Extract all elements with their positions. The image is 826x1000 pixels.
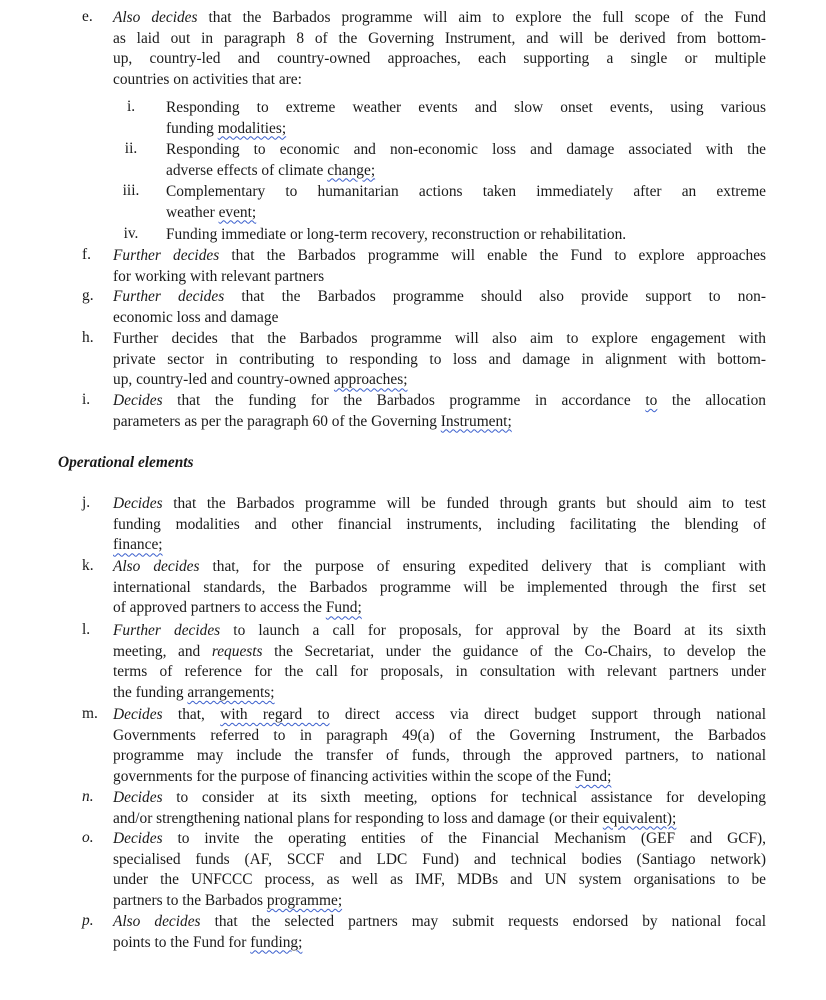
text-run: to invite the operating entities of the Financial Mechanism (GEF and GCF), (162, 830, 766, 847)
text-run: economic loss and damage (113, 308, 279, 326)
text-run: to consider at its sixth meeting, options for technical assistance for developing (162, 789, 766, 806)
paragraph-text (113, 621, 766, 704)
text-line (113, 598, 766, 619)
text-line (113, 746, 766, 767)
text-run: governments for the purpose of financing activities within the scope of the (113, 768, 576, 786)
text-run: direct access via direct budget support through national (329, 706, 766, 723)
text-line (113, 642, 766, 663)
list-marker: k. (82, 557, 94, 574)
text-run: Responding to extreme weather events and slow onset events, using various (166, 99, 766, 116)
text-line (113, 370, 766, 391)
paragraph-text (113, 494, 766, 556)
text-run: countries on activities that are: (113, 71, 302, 89)
italic-text: Further decides (113, 622, 221, 639)
list-marker: g. (82, 287, 94, 304)
paragraph-text (166, 140, 766, 181)
list-marker: i. (126, 98, 136, 115)
text-run: funding (166, 119, 218, 137)
text-line (113, 850, 766, 871)
text-run: that, for the purpose of ensuring expedited delivery that is compliant with (199, 558, 767, 575)
text-line (113, 8, 766, 29)
text-run: of approved partners to access the (113, 599, 326, 617)
italic-text: Further decides (113, 288, 225, 305)
text-run: Responding to economic and non-economic loss and damage associated with the (166, 141, 766, 158)
text-run: programme may include the transfer of funds, through the approved partners, to national (113, 747, 766, 765)
text-run: international standards, the Barbados programme will be implemented through the first set (113, 578, 766, 596)
spellcheck-underlined-text: event; (218, 203, 257, 221)
text-run: that, (162, 706, 221, 723)
text-line (113, 933, 766, 954)
list-marker: ii. (124, 140, 138, 157)
paragraph-text (113, 246, 766, 287)
italic-text: requests (211, 642, 263, 660)
text-run: private sector in contributing to responding to loss and damage in alignment with bottom- (113, 350, 766, 368)
text-line (113, 829, 766, 850)
text-line (166, 182, 766, 203)
text-run: meeting, and (113, 642, 212, 660)
text-line (113, 578, 766, 599)
italic-text: Decides (113, 495, 163, 512)
list-marker: e. (82, 8, 93, 25)
italic-text: Also decides (113, 9, 209, 26)
spellcheck-underlined-text: approaches; (333, 371, 408, 389)
text-run: partners to the Barbados (113, 892, 267, 910)
spellcheck-underlined-text: Instrument; (440, 412, 512, 430)
section-heading: Operational elements (58, 454, 194, 471)
text-line (113, 912, 766, 933)
italic-text: Decides (113, 789, 163, 806)
text-line (166, 119, 766, 140)
text-run: for working with relevant partners (113, 267, 325, 285)
text-line (113, 788, 766, 809)
list-marker: o. (82, 829, 94, 846)
paragraph-text (166, 98, 766, 139)
text-run: up, country-led and country-owned approaches, each supporting a single or multiple (113, 50, 766, 68)
text-run: that the Barbados programme will aim to explore the full scope of the Fund (208, 9, 766, 26)
text-line (166, 203, 766, 224)
spellcheck-underlined-text: arrangements; (187, 684, 275, 702)
text-run: that the funding for the Barbados programme in accordance (162, 392, 646, 409)
list-marker: n. (82, 788, 94, 805)
text-run: under the UNFCCC process, as well as IMF, MDBs and UN system organisations to be (113, 871, 766, 889)
text-run: points to the Fund for (113, 933, 251, 951)
text-line (166, 98, 766, 119)
text-line (166, 140, 766, 161)
text-run: parameters as per the paragraph 60 of the Governing (113, 412, 441, 430)
text-run: funding modalities and other financial instruments, including facilitating the blending of (113, 515, 766, 533)
text-line (113, 29, 766, 50)
text-line (113, 662, 766, 683)
list-marker: m. (82, 705, 98, 722)
text-line (166, 225, 766, 246)
spellcheck-underlined-text: funding; (250, 933, 303, 951)
text-run: up, country-led and country-owned (113, 371, 334, 389)
text-line (113, 726, 766, 747)
spellcheck-underlined-text: programme; (266, 892, 343, 910)
text-run: that the selected partners may submit requests endorsed by national focal (200, 913, 767, 930)
text-run: that the Barbados programme will enable the Fund to explore approaches (219, 247, 767, 264)
spellcheck-underlined-text: with regard to (220, 706, 330, 723)
text-line (113, 412, 766, 433)
text-run: the Secretariat, under the guidance of the Co-Chairs, to develop the (262, 642, 766, 660)
text-run: terms of reference for the call for proposals, in consultation with relevant partners under (113, 663, 766, 681)
spellcheck-underlined-text: Fund; (325, 599, 362, 617)
text-line (113, 515, 766, 536)
spellcheck-underlined-text: Fund; (575, 768, 612, 786)
italic-text: Decides (113, 830, 163, 847)
list-marker: j. (82, 494, 91, 511)
text-line (113, 350, 766, 371)
text-run: Governments referred to in paragraph 49(a) of the Governing Instrument, the Barbados (113, 726, 766, 744)
text-line (113, 287, 766, 308)
paragraph-text (113, 705, 766, 788)
text-line (113, 621, 766, 642)
list-marker: l. (82, 621, 91, 638)
list-marker: p. (82, 912, 94, 929)
text-run: as laid out in paragraph 8 of the Governing Instrument, and will be derived from bottom- (113, 29, 766, 47)
text-line (113, 308, 766, 329)
text-line (166, 161, 766, 182)
paragraph-text (113, 829, 766, 912)
text-line (113, 494, 766, 515)
text-run: the allocation (657, 392, 766, 409)
paragraph-text (166, 182, 766, 223)
text-line (113, 329, 766, 350)
italic-text: Further decides (113, 247, 220, 264)
list-marker: h. (82, 329, 94, 346)
text-run: adverse effects of climate (166, 161, 328, 179)
text-line (113, 767, 766, 788)
list-marker: f. (82, 246, 91, 263)
spellcheck-underlined-text: to (645, 392, 658, 409)
text-line (113, 705, 766, 726)
text-run: Complementary to humanitarian actions taken immediately after an extreme (166, 183, 766, 200)
italic-text: Also decides (113, 558, 200, 575)
paragraph-text (166, 225, 766, 246)
italic-text: Decides (113, 706, 163, 723)
list-marker: i. (82, 391, 91, 408)
paragraph-text (113, 287, 766, 328)
text-run: Further decides that the Barbados programme will also aim to explore engagement with (113, 330, 766, 347)
text-line (113, 535, 766, 556)
spellcheck-underlined-text: change; (327, 161, 376, 179)
paragraph-text (113, 912, 766, 953)
text-run: that the Barbados programme will be funded through grants but should aim to test (162, 495, 766, 512)
text-line (113, 891, 766, 912)
text-run: the funding (113, 684, 188, 702)
paragraph-text (113, 557, 766, 619)
text-line (113, 246, 766, 267)
spellcheck-underlined-text: finance; (113, 536, 163, 554)
spellcheck-underlined-text: modalities; (217, 119, 287, 137)
text-line (113, 870, 766, 891)
text-line (113, 391, 766, 412)
list-marker: iii. (122, 182, 140, 199)
text-line (113, 49, 766, 70)
paragraph-text (113, 391, 766, 432)
paragraph-text (113, 788, 766, 829)
text-run: and/or strengthening national plans for responding to loss and damage (or their (113, 809, 603, 827)
italic-text: Also decides (113, 913, 201, 930)
text-line (113, 70, 766, 91)
text-line (113, 809, 766, 830)
text-line (113, 557, 766, 578)
text-run: that the Barbados programme should also provide support to non- (224, 288, 767, 305)
italic-text: Decides (113, 392, 163, 409)
text-run: weather (166, 203, 219, 221)
text-line (113, 683, 766, 704)
list-marker: iv. (123, 225, 139, 242)
text-run: to launch a call for proposals, for approval by the Board at its sixth (220, 622, 767, 639)
paragraph-text (113, 8, 766, 91)
text-line (113, 267, 766, 288)
paragraph-text (113, 329, 766, 391)
spellcheck-underlined-text: equivalent); (602, 809, 677, 827)
text-run: Funding immediate or long-term recovery, reconstruction or rehabilitation. (166, 226, 627, 243)
text-run: specialised funds (AF, SCCF and LDC Fund) and technical bodies (Santiago network) (113, 850, 766, 868)
